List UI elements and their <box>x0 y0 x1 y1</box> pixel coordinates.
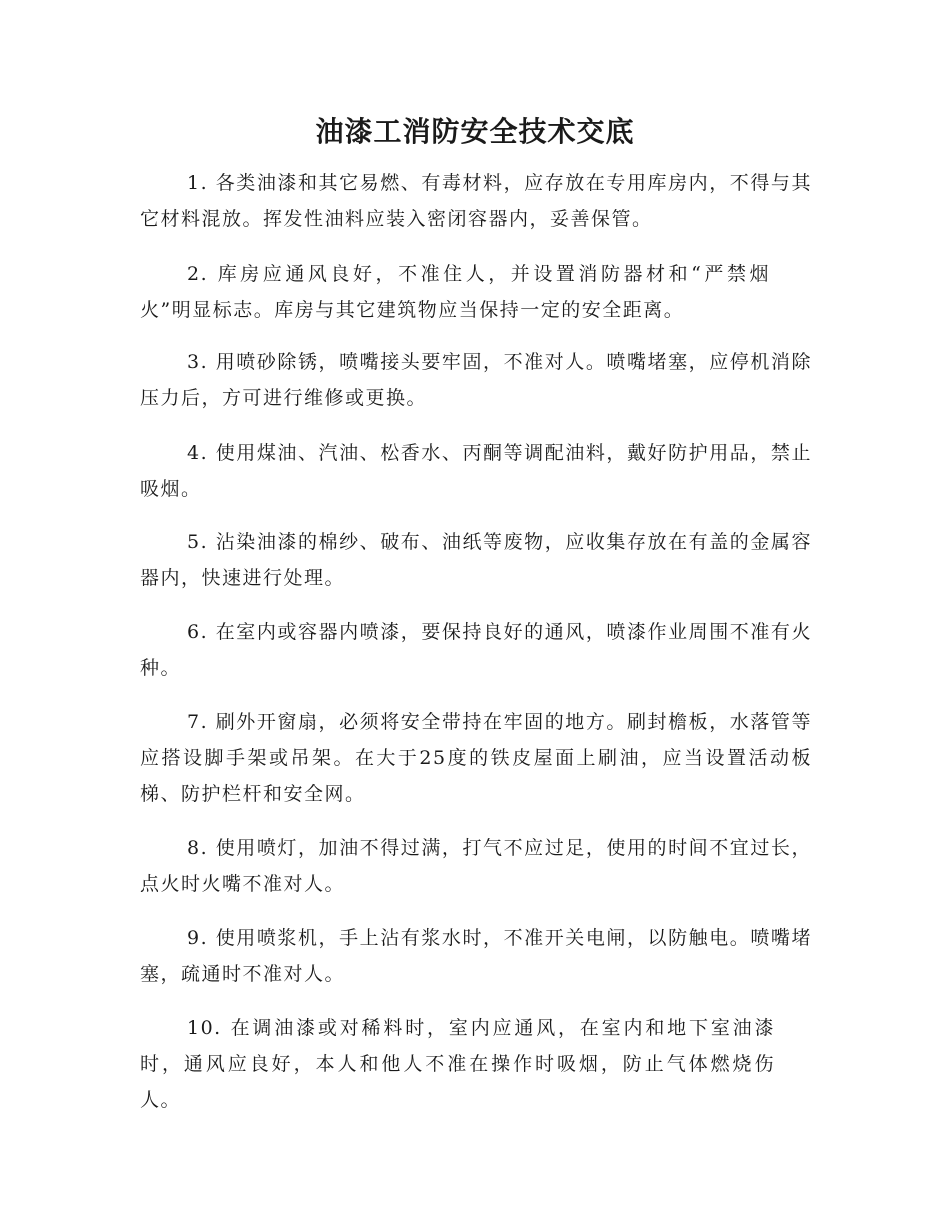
clause-item: 4. 使用煤油、汽油、松香水、丙酮等调配油料，戴好防护用品，禁止吸烟。 <box>140 442 812 500</box>
clause-item: 1. 各类油漆和其它易燃、有毒材料，应存放在专用库房内，不得与其它材料混放。挥发性油料应装入密闭容器内，妥善保管。 <box>140 172 812 230</box>
clause-item: 2. 库房应通风良好，不准住人，并设置消防器材和“严禁烟火”明显标志。库房与其它建筑物应当保持一定的安全距离。 <box>140 263 770 321</box>
document-title: 油漆工消防安全技术交底 <box>315 115 635 148</box>
clause-item: 10. 在调油漆或对稀料时，室内应通风，在室内和地下室油漆时，通风应良好，本人和他人不准在操作时吸烟，防止气体燃烧伤人。 <box>140 1017 775 1111</box>
clause-item: 8. 使用喷灯，加油不得过满，打气不应过足，使用的时间不宜过长，点火时火嘴不准对人。 <box>140 837 812 895</box>
clause-item: 7. 刷外开窗扇，必须将安全带持在牢固的地方。刷封檐板，水落管等应搭设脚手架或吊架。在大于25度的铁皮屋面上刷油，应当设置活动板梯、防护栏杆和安全网。 <box>140 711 812 805</box>
clause-item: 5. 沾染油漆的棉纱、破布、油纸等废物，应收集存放在有盖的金属容器内，快速进行处理。 <box>140 531 812 589</box>
clause-item: 6. 在室内或容器内喷漆，要保持良好的通风，喷漆作业周围不准有火种。 <box>140 621 812 679</box>
clause-item: 3. 用喷砂除锈，喷嘴接头要牢固，不准对人。喷嘴堵塞，应停机消除压力后，方可进行维修或更换。 <box>140 351 812 409</box>
clause-item: 9. 使用喷浆机，手上沾有浆水时，不准开关电闸，以防触电。喷嘴堵塞，疏通时不准对人。 <box>140 927 812 985</box>
